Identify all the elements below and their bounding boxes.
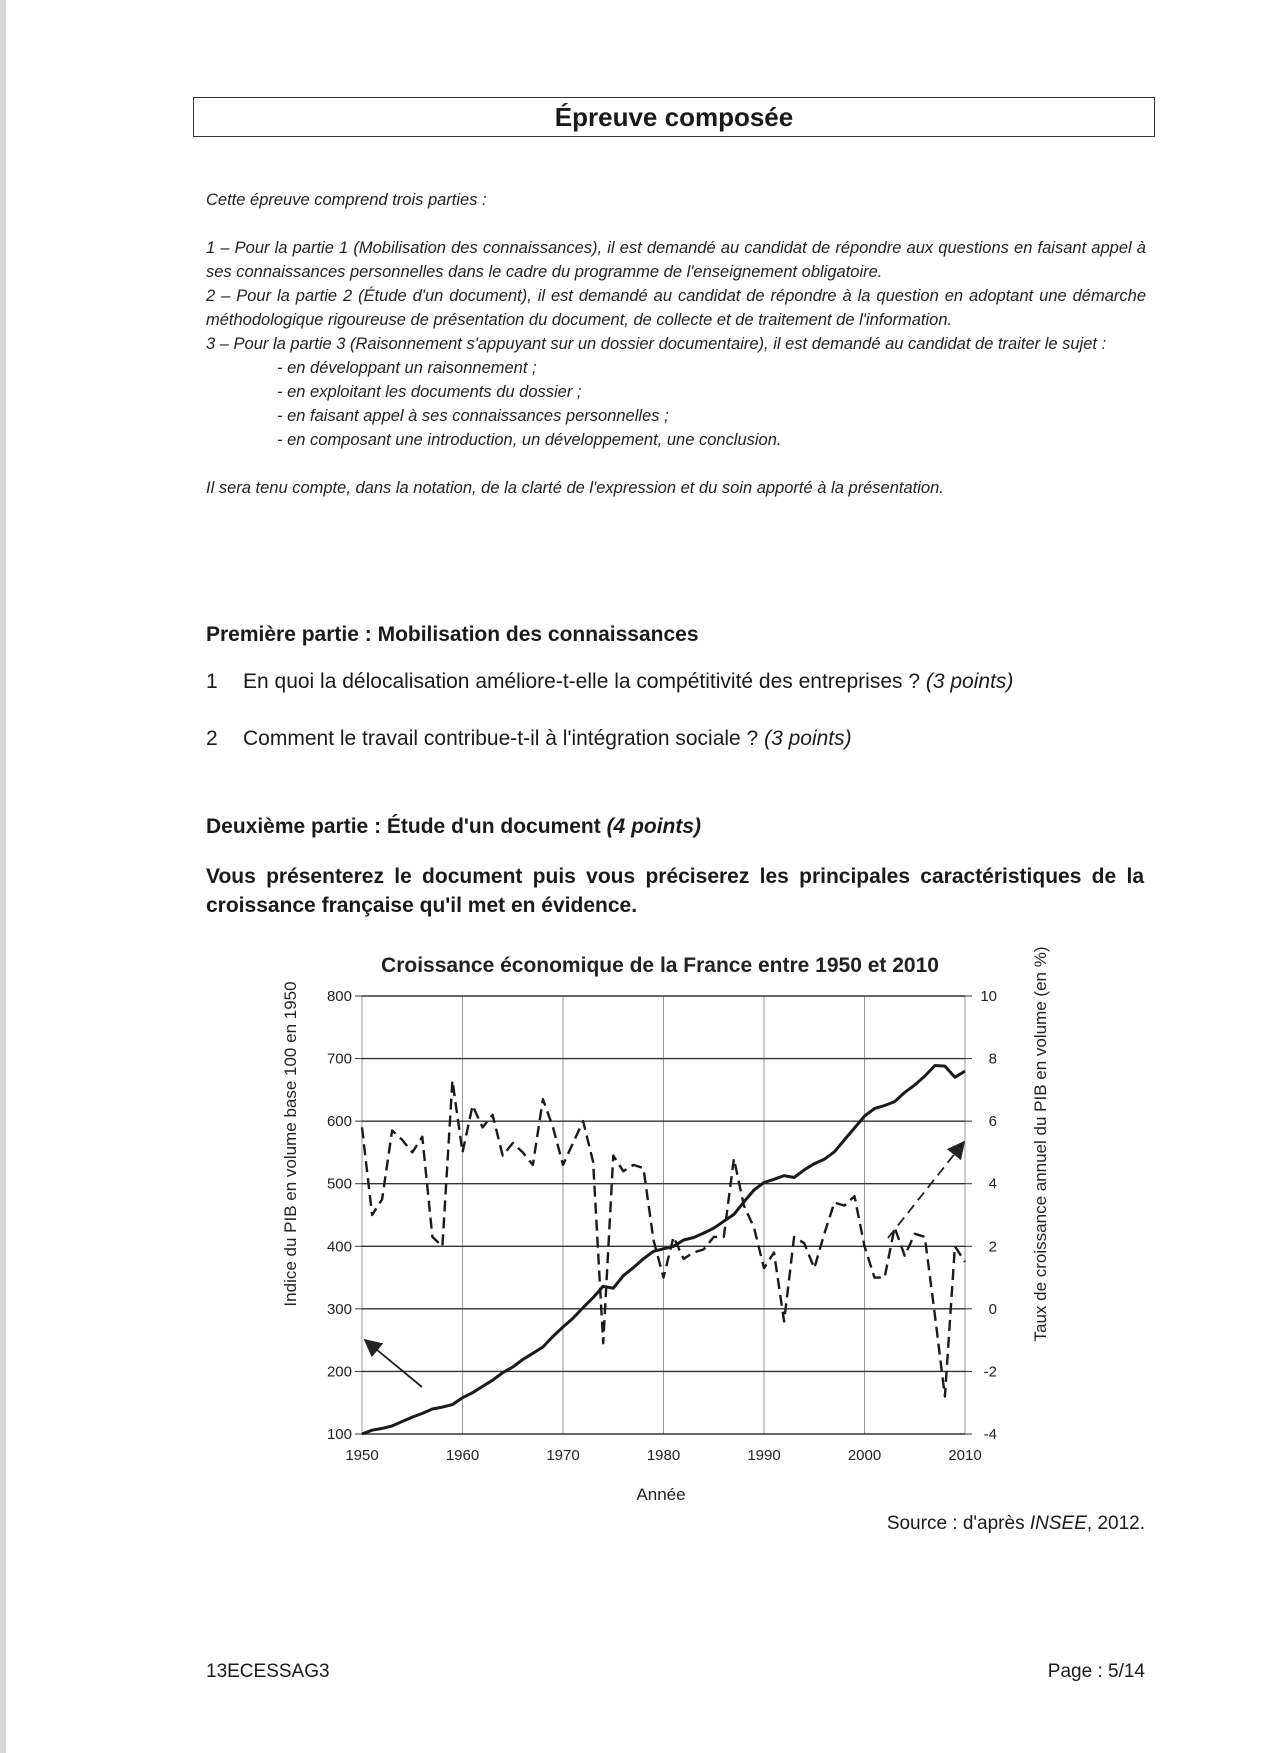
intro-bullet: - en composant une introduction, un développement, une conclusion. bbox=[277, 431, 782, 449]
source-name: INSEE bbox=[1029, 1513, 1087, 1534]
trend-arrow-left bbox=[365, 1340, 422, 1387]
y-right-tick-label: -2 bbox=[983, 1363, 997, 1381]
page-title: Épreuve composée bbox=[193, 97, 1155, 137]
part1-heading: Première partie : Mobilisation des connaissances bbox=[206, 623, 699, 646]
source-suffix: , 2012. bbox=[1086, 1513, 1145, 1534]
y-right-tick-label: 10 bbox=[980, 988, 997, 1005]
intro-bullet: - en développant un raisonnement ; bbox=[277, 359, 537, 377]
chart-y-right-label: Taux de croissance annuel du PIB en volume (en %) bbox=[1031, 946, 1050, 1342]
intro-part1: 1 – Pour la partie 1 (Mobilisation des connaissances), il est demandé au candidat de répondre aux questions en faisant appel à ses connaissances personnelles dans le cadre du programme de l'enseignement obligatoire. bbox=[206, 239, 1146, 281]
y-left-tick-label: 600 bbox=[326, 1113, 352, 1131]
y-left-tick-label: 500 bbox=[326, 1175, 352, 1193]
source-note bbox=[887, 1513, 1145, 1535]
chart-x-label: Année bbox=[636, 1485, 686, 1500]
y-left-tick-label: 700 bbox=[326, 1050, 352, 1068]
y-left-tick-label: 100 bbox=[326, 1426, 352, 1443]
question-number: 2 bbox=[206, 727, 218, 750]
y-left-tick-label: 400 bbox=[326, 1238, 352, 1256]
intro-note: Il sera tenu compte, dans la notation, de la clarté de l'expression et du soin apporté à la présentation. bbox=[206, 479, 944, 497]
y-right-tick-label: 0 bbox=[988, 1300, 997, 1318]
footer-page: Page : 5/14 bbox=[1047, 1661, 1145, 1682]
intro-lead: Cette épreuve comprend trois parties : bbox=[206, 191, 487, 209]
y-left-tick-label: 200 bbox=[326, 1363, 352, 1381]
x-tick-label: 2010 bbox=[948, 1447, 982, 1464]
footer-code: 13ECESSAG3 bbox=[206, 1661, 330, 1682]
question-text: Comment le travail contribue-t-il à l'intégration sociale ? bbox=[243, 727, 759, 750]
intro-bullet: - en faisant appel à ses connaissances personnelles ; bbox=[277, 407, 669, 425]
y-right-tick-label: -4 bbox=[983, 1426, 997, 1443]
y-right-tick-label: 2 bbox=[988, 1238, 997, 1256]
y-right-tick-label: 6 bbox=[988, 1113, 997, 1131]
part2-instruction: Vous présenterez le document puis vous préciserez les principales caractéristiques de la croissance française qu'il met en évidence. bbox=[206, 865, 1144, 917]
question-points: (3 points) bbox=[764, 727, 852, 750]
trend-arrow-right bbox=[888, 1142, 964, 1238]
chart-grid bbox=[355, 996, 972, 1434]
source-prefix: Source : d'après bbox=[886, 1513, 1030, 1534]
y-left-tick-label: 800 bbox=[326, 988, 352, 1005]
intro-part3: 3 – Pour la partie 3 (Raisonnement s'appuyant sur un dossier documentaire), il est demandé au candidat de traiter le sujet : bbox=[206, 335, 1107, 353]
intro-bullet: - en exploitant les documents du dossier ; bbox=[277, 383, 582, 401]
x-tick-label: 1980 bbox=[646, 1447, 681, 1464]
question-number: 1 bbox=[206, 670, 218, 693]
chart-title: Croissance économique de la France entre 1950 et 2010 bbox=[381, 954, 939, 977]
x-tick-label: 2000 bbox=[847, 1447, 882, 1464]
part2-points: (4 points) bbox=[606, 815, 702, 838]
chart-y-left-label: Indice du PIB en volume base 100 en 1950 bbox=[281, 981, 300, 1307]
y-right-tick-label: 4 bbox=[988, 1175, 997, 1193]
x-tick-label: 1950 bbox=[345, 1447, 379, 1464]
intro-part2: 2 – Pour la partie 2 (Étude d'un document), il est demandé au candidat de répondre à la question en adoptant une démarche méthodologique rigoureuse de présentation du document, de collecte et de traitement de l'information. bbox=[206, 287, 1146, 329]
chart-tick-labels bbox=[327, 988, 997, 1464]
question-text: En quoi la délocalisation améliore-t-elle la compétitivité des entreprises ? bbox=[243, 670, 921, 693]
x-tick-label: 1960 bbox=[445, 1447, 480, 1464]
y-right-tick-label: 8 bbox=[988, 1050, 997, 1068]
part2-heading-text: Deuxième partie : Étude d'un document bbox=[206, 815, 601, 838]
x-tick-label: 1990 bbox=[747, 1447, 781, 1464]
question-points: (3 points) bbox=[925, 670, 1014, 693]
x-tick-label: 1970 bbox=[546, 1447, 580, 1464]
y-left-tick-label: 300 bbox=[326, 1300, 352, 1318]
